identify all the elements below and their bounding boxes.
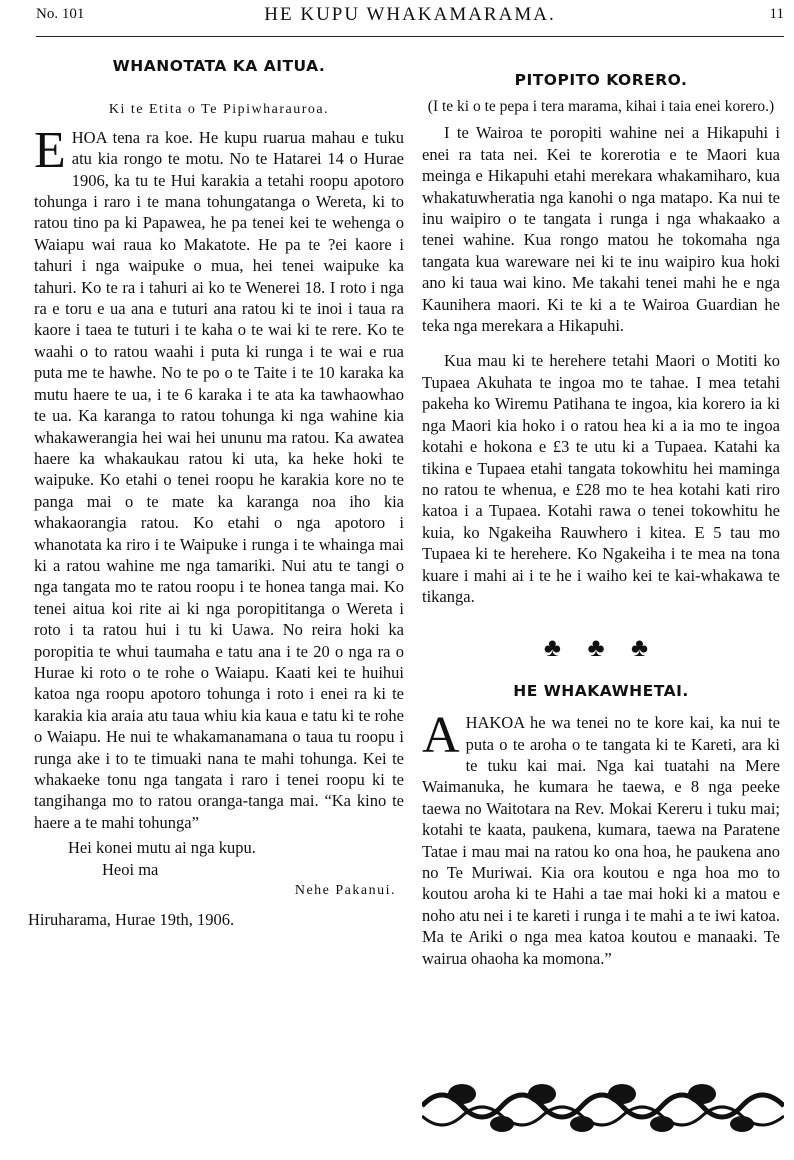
news-paragraph-2: Kua mau ki te herehere tetahi Maori o Motiti ko Tupaea Akuhata te ingoa mo te tahae. I mea tetahi pakeha ko Wiremu Patihana te ingoa, kia korero ia ki nga Maori kia hoko i o ratou hea ki a ia mo te ingoa kotahi e hokona e £3 te utu ki a Tupaea. Katahi ka tikina e Tupaea etahi tangata tokowhitu hei maminga no ratou te whenua, e £28 mo te hea kotahi kati riro katoa i a Tupaea. Kotahi rawa o tenei tokowhitu he kuia, ko Ngakeiha Rauwhero i kitea. E 5 tau mo Tupaea ki te herehere. Ko Ngakeiha i te mea na tona kuare i mahi ai i te he i waiho kei te kai-whakawa te tikanga. [422, 351, 780, 606]
closing-line: Hei konei mutu ai nga kupu. [68, 838, 256, 858]
thanks-body-text: HAKOA he wa tenei no te kore kai, ka nui te puta o te aroha o te tangata ki te Kareti, ara ki te tuku kai mai. Nga kai tuatahi na Mere Waimanuka, he kumara he taewa, e 8 nga peeke taewa no Waitotara na Rev. Mokai Kereru i tuku mai; kotahi te kaata, paukena, kumara, taewa na Paratene Tatae i mau mai na ratou ko ona hoa, he paukena ano no Te Muriwai. Kia ora koutou e nga hoa mo to koutou aroha ki te Hahi a tae mai hoki ki a matou e noho atu nei i te kareti i runga i te mahi a te iwi katoa. Ma te Ariki o nga mea katoa koutou e manaaki. Te wairua ohaoha ka momona.” [422, 713, 780, 968]
clover-ornament-icon: ♣ ♣ ♣ [543, 633, 659, 663]
left-column [28, 56, 404, 931]
article-body [34, 121, 404, 833]
page-header [36, 4, 784, 32]
article-heading: WHANOTATA KA AITUA. [112, 57, 326, 75]
article-body-text: HOA tena ra koe. He kupu ruarua mahau e tuku atu kia rongo te motu. No te Hatarei 14 o Hurae 1906, ka tu te Hui karakia a tetahi roopu apotoro tohunga i raro i te mana tohungatanga o Wereta, ki to ratou tino pa ki Papawea, he pa tenei kei te wehenga o Waiapu wai raua ko Makatote. He pa te ?ei kaore i tahuri i nga waipuke o mua, hei tenei waipuke ka tahuri. Ko te ra i tahuri ai ko te Wenerei 18. I roto i nga ra e toru e ua ana e tuturi ana ratou ki te inoi i taua ra kaore i taea te tuturi i te kaha o te wai ki te rere. Ko te waahi o to ratou waahi i puta ki runga i te wai e rua puta me te hawhe. No te po o te Taite i te 10 karaka ka mutu haere te ua, i te 6 karaka i te ata ka tawhaowhao te ua. Ka karanga to ratou tohunga ki nga wahine kia whakawerangia hei wai hei ununu ma ratou. Ka awatea haere ka whakaukau ratou ki uta, ka heke hoki te waipuke. Ko etahi o tenei roopu he karakia kore no te panga mai o te mate ka karanga noa iho kia whakaorangia ratou. Ko etahi o nga apotoro i whanotata ka riro i te Waipuke i runga i te whainga mai ki a ratou wahine me nga tamariki. Nui atu te tangi o nga tangata mo te ratou roopu i te honea tanga mai. Ko tenei aitua koi rite ai ki nga poropititanga o Wereta i roto i ta ratou hui i tu ki Uawa. No reira hoki ka poropitia te whui taumaha e tatu ana i te 20 o nga ra o Hurae ki roto o te rohe o Waiapu. Kaati kei te huihui katoa nga roopu apotoro tohunga i roto i enei ra ki te karakia kia araia atu taua whiu kia kaua e tatu ki te rohe o Waiapu. He nui te whakamanamana o taua tu roopu i runga ake i to te timuaki nana te mahi tohunga. Kei te whakaeke tonu nga tangata i raro i tenei roopu ki te tangihanga mo to ratou oranga-tanga mai. “Ka kino te haere a te mahi tohunga” [34, 127, 404, 832]
issue-number: No. 101 [36, 6, 85, 22]
drop-cap: E [34, 121, 66, 179]
journal-title: HE KUPU WHAKAMARAMA. [264, 4, 556, 25]
news-note: (I te ki o te pepa i tera marama, kihai i taia enei korero.) [427, 98, 775, 116]
thanks-body [422, 707, 780, 969]
drop-cap: A [422, 707, 460, 765]
page-number: 11 [769, 6, 784, 22]
header-rule [36, 36, 784, 37]
closing-sign: Heoi ma [102, 859, 159, 879]
news-paragraph-1: I te Wairoa te poropiti wahine nei a Hikapuhi i enei ra tata nei. Kei te korerotia e te Maori kua meinga e Hikapuhi etahi merekara whakamiharo, kua whakatuwheratia nga kanohi o nga matapo. Ka nui te inu waipiro o te tangata i runga i nga whakaako a tenei wahine. Kua rongo matou he tokomaha nga tangata kua wareware nei ki te inu waipiro kua hoki ano ki taua wai kino. Me takahi tenei mahi he e nga Kaunihera maori. Ki te ki a te Wairoa Guardian he teka nga merekara a Hikapuhi. [422, 123, 780, 336]
news-heading: PITOPITO KORERO. [514, 71, 688, 89]
thanks-heading: HE WHAKAWHETAI. [513, 681, 689, 700]
dateline: Hiruharama, Hurae 19th, 1906. [28, 910, 235, 930]
article-subheading: Ki te Etita o Te Pipiwharauroa. [108, 102, 330, 118]
right-column [422, 70, 780, 969]
decorative-border-icon [422, 1076, 784, 1136]
signature: Nehe Pakanui. [294, 883, 396, 899]
